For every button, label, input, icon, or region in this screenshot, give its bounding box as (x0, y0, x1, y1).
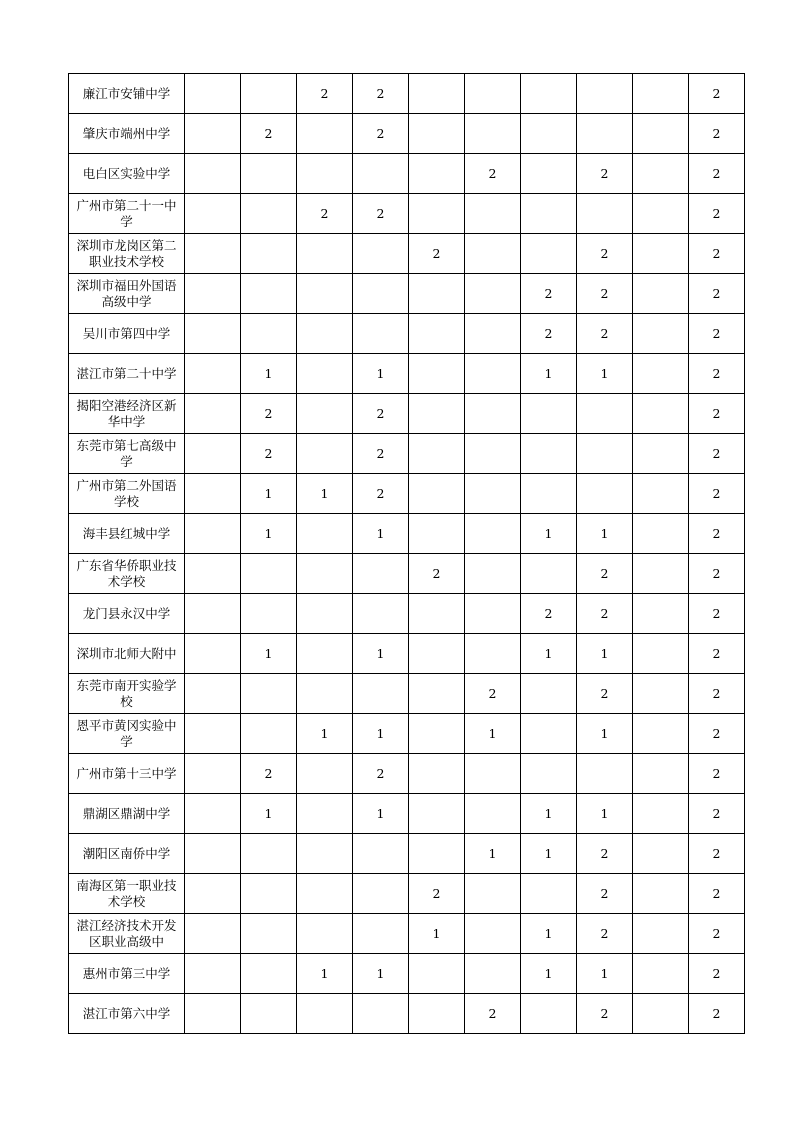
value-cell (241, 994, 297, 1034)
school-name-cell: 深圳市福田外国语高级中学 (69, 274, 185, 314)
value-cell (185, 74, 241, 114)
table-row (69, 634, 745, 674)
school-name-cell: 南海区第一职业技术学校 (69, 874, 185, 914)
value-cell (633, 874, 689, 914)
school-name-cell: 廉江市安铺中学 (69, 74, 185, 114)
table-row (69, 954, 745, 994)
value-cell: 2 (577, 554, 633, 594)
value-cell (633, 434, 689, 474)
value-cell (185, 754, 241, 794)
value-cell (185, 634, 241, 674)
table-row (69, 474, 745, 514)
value-cell (297, 314, 353, 354)
table-row (69, 154, 745, 194)
value-cell (297, 594, 353, 634)
school-name-cell: 深圳市北师大附中 (69, 634, 185, 674)
value-cell (353, 234, 409, 274)
value-cell: 2 (689, 514, 745, 554)
value-cell (633, 554, 689, 594)
value-cell (465, 74, 521, 114)
school-name-cell: 广州市第二十一中学 (69, 194, 185, 234)
value-cell: 2 (577, 834, 633, 874)
value-cell (185, 154, 241, 194)
value-cell: 2 (465, 674, 521, 714)
value-cell (185, 994, 241, 1034)
value-cell: 2 (465, 994, 521, 1034)
value-cell (465, 114, 521, 154)
value-cell (185, 234, 241, 274)
value-cell (297, 674, 353, 714)
value-cell: 2 (353, 474, 409, 514)
value-cell: 2 (689, 74, 745, 114)
value-cell: 1 (521, 954, 577, 994)
value-cell (241, 194, 297, 234)
value-cell (577, 194, 633, 234)
value-cell (185, 794, 241, 834)
value-cell (633, 794, 689, 834)
school-name-cell: 湛江市第六中学 (69, 994, 185, 1034)
school-name-cell: 吴川市第四中学 (69, 314, 185, 354)
value-cell: 2 (577, 234, 633, 274)
value-cell (185, 514, 241, 554)
table-row (69, 394, 745, 434)
value-cell: 1 (409, 914, 465, 954)
table-row (69, 514, 745, 554)
table-row (69, 834, 745, 874)
school-name-cell: 恩平市黄冈实验中学 (69, 714, 185, 754)
value-cell (185, 394, 241, 434)
value-cell (633, 754, 689, 794)
value-cell: 2 (353, 74, 409, 114)
value-cell (409, 74, 465, 114)
value-cell: 2 (521, 314, 577, 354)
value-cell: 2 (297, 194, 353, 234)
value-cell (409, 794, 465, 834)
value-cell (241, 274, 297, 314)
value-cell: 1 (241, 794, 297, 834)
value-cell: 2 (353, 194, 409, 234)
table-row (69, 914, 745, 954)
value-cell (465, 274, 521, 314)
value-cell: 1 (353, 714, 409, 754)
table-row (69, 754, 745, 794)
table-row (69, 794, 745, 834)
table-row (69, 194, 745, 234)
value-cell (353, 834, 409, 874)
value-cell (241, 234, 297, 274)
value-cell (353, 154, 409, 194)
value-cell (521, 434, 577, 474)
value-cell (409, 474, 465, 514)
value-cell: 2 (521, 594, 577, 634)
value-cell (465, 354, 521, 394)
value-cell (241, 834, 297, 874)
value-cell (465, 754, 521, 794)
value-cell: 1 (241, 474, 297, 514)
value-cell (633, 114, 689, 154)
value-cell: 1 (297, 954, 353, 994)
value-cell: 1 (297, 714, 353, 754)
value-cell: 1 (577, 954, 633, 994)
value-cell (465, 474, 521, 514)
value-cell (185, 194, 241, 234)
value-cell: 1 (241, 634, 297, 674)
value-cell (577, 394, 633, 434)
value-cell: 2 (689, 994, 745, 1034)
value-cell (633, 634, 689, 674)
value-cell (297, 434, 353, 474)
value-cell (353, 874, 409, 914)
table-row (69, 354, 745, 394)
value-cell: 2 (689, 834, 745, 874)
school-name-cell: 广东省华侨职业技术学校 (69, 554, 185, 594)
value-cell (185, 354, 241, 394)
value-cell (465, 394, 521, 434)
value-cell: 1 (521, 914, 577, 954)
value-cell: 2 (353, 114, 409, 154)
value-cell: 1 (353, 634, 409, 674)
school-name-cell: 电白区实验中学 (69, 154, 185, 194)
value-cell (633, 274, 689, 314)
value-cell: 2 (689, 594, 745, 634)
value-cell: 2 (689, 714, 745, 754)
value-cell: 1 (521, 834, 577, 874)
value-cell: 2 (465, 154, 521, 194)
value-cell: 1 (465, 714, 521, 754)
value-cell (409, 154, 465, 194)
value-cell (297, 234, 353, 274)
value-cell (241, 714, 297, 754)
value-cell: 2 (689, 354, 745, 394)
value-cell: 2 (689, 274, 745, 314)
school-name-cell: 东莞市南开实验学校 (69, 674, 185, 714)
school-name-cell: 湛江市第二十中学 (69, 354, 185, 394)
value-cell: 1 (521, 634, 577, 674)
value-cell (521, 554, 577, 594)
value-cell (465, 514, 521, 554)
value-cell (241, 154, 297, 194)
value-cell (241, 914, 297, 954)
value-cell (353, 674, 409, 714)
value-cell: 2 (689, 194, 745, 234)
value-cell: 2 (241, 114, 297, 154)
value-cell (297, 754, 353, 794)
value-cell (409, 834, 465, 874)
table-row (69, 74, 745, 114)
value-cell (465, 234, 521, 274)
value-cell (185, 874, 241, 914)
value-cell (465, 634, 521, 674)
value-cell: 2 (689, 434, 745, 474)
value-cell (577, 434, 633, 474)
value-cell (185, 314, 241, 354)
value-cell: 2 (689, 234, 745, 274)
value-cell (577, 74, 633, 114)
school-name-cell: 广州市第二外国语学校 (69, 474, 185, 514)
value-cell: 1 (521, 794, 577, 834)
value-cell (521, 474, 577, 514)
school-name-cell: 湛江经济技术开发区职业高级中 (69, 914, 185, 954)
table-row (69, 674, 745, 714)
value-cell (185, 674, 241, 714)
value-cell: 1 (353, 354, 409, 394)
value-cell (465, 914, 521, 954)
value-cell (185, 274, 241, 314)
value-cell (633, 194, 689, 234)
school-name-cell: 鼎湖区鼎湖中学 (69, 794, 185, 834)
value-cell (465, 594, 521, 634)
value-cell (297, 154, 353, 194)
school-name-cell: 潮阳区南侨中学 (69, 834, 185, 874)
value-cell: 2 (689, 874, 745, 914)
value-cell (465, 194, 521, 234)
value-cell (409, 954, 465, 994)
value-cell (633, 714, 689, 754)
value-cell (409, 754, 465, 794)
school-name-cell: 广州市第十三中学 (69, 754, 185, 794)
value-cell: 2 (689, 674, 745, 714)
value-cell (633, 834, 689, 874)
value-cell: 2 (689, 914, 745, 954)
value-cell: 1 (465, 834, 521, 874)
value-cell: 1 (577, 354, 633, 394)
value-cell: 2 (409, 554, 465, 594)
value-cell (185, 914, 241, 954)
value-cell (409, 314, 465, 354)
value-cell (297, 274, 353, 314)
value-cell: 2 (689, 474, 745, 514)
value-cell (633, 474, 689, 514)
value-cell: 1 (577, 714, 633, 754)
value-cell (577, 114, 633, 154)
value-cell: 2 (577, 874, 633, 914)
value-cell (297, 354, 353, 394)
school-allocation-table (68, 73, 745, 1034)
value-cell (409, 434, 465, 474)
value-cell (521, 154, 577, 194)
value-cell (633, 514, 689, 554)
value-cell (521, 754, 577, 794)
value-cell (521, 74, 577, 114)
value-cell (297, 914, 353, 954)
value-cell (297, 794, 353, 834)
value-cell: 2 (577, 674, 633, 714)
value-cell (521, 874, 577, 914)
value-cell: 1 (353, 514, 409, 554)
value-cell (633, 994, 689, 1034)
value-cell: 1 (241, 514, 297, 554)
value-cell: 1 (521, 354, 577, 394)
value-cell (241, 554, 297, 594)
value-cell (353, 274, 409, 314)
value-cell (409, 714, 465, 754)
school-name-cell: 海丰县红城中学 (69, 514, 185, 554)
table-row (69, 874, 745, 914)
value-cell (633, 74, 689, 114)
table-row (69, 114, 745, 154)
value-cell (633, 394, 689, 434)
value-cell (409, 514, 465, 554)
value-cell (297, 554, 353, 594)
value-cell: 1 (353, 954, 409, 994)
value-cell (241, 314, 297, 354)
value-cell: 1 (353, 794, 409, 834)
value-cell (297, 994, 353, 1034)
table-row (69, 994, 745, 1034)
value-cell (465, 554, 521, 594)
value-cell (409, 994, 465, 1034)
value-cell (409, 274, 465, 314)
value-cell: 2 (297, 74, 353, 114)
value-cell (241, 674, 297, 714)
value-cell (241, 74, 297, 114)
value-cell (297, 514, 353, 554)
value-cell: 2 (577, 594, 633, 634)
value-cell (633, 674, 689, 714)
school-name-cell: 惠州市第三中学 (69, 954, 185, 994)
value-cell (465, 874, 521, 914)
value-cell (577, 474, 633, 514)
value-cell (353, 914, 409, 954)
value-cell (577, 754, 633, 794)
value-cell (409, 354, 465, 394)
value-cell (353, 994, 409, 1034)
value-cell (521, 394, 577, 434)
table-row (69, 594, 745, 634)
value-cell: 2 (353, 754, 409, 794)
value-cell (185, 594, 241, 634)
value-cell: 1 (521, 514, 577, 554)
value-cell: 2 (689, 314, 745, 354)
value-cell: 2 (689, 154, 745, 194)
school-name-cell: 龙门县永汉中学 (69, 594, 185, 634)
value-cell: 2 (689, 394, 745, 434)
value-cell (633, 354, 689, 394)
value-cell: 2 (353, 394, 409, 434)
value-cell: 1 (297, 474, 353, 514)
value-cell (185, 834, 241, 874)
value-cell (241, 594, 297, 634)
table-body (69, 74, 745, 1034)
value-cell: 2 (577, 154, 633, 194)
value-cell (297, 394, 353, 434)
value-cell (185, 954, 241, 994)
value-cell: 2 (577, 994, 633, 1034)
value-cell: 2 (521, 274, 577, 314)
table-row (69, 434, 745, 474)
value-cell (353, 314, 409, 354)
value-cell (409, 674, 465, 714)
value-cell (633, 154, 689, 194)
table-row (69, 274, 745, 314)
value-cell (521, 194, 577, 234)
value-cell (185, 114, 241, 154)
value-cell (297, 634, 353, 674)
value-cell: 2 (689, 114, 745, 154)
value-cell (409, 594, 465, 634)
value-cell (409, 634, 465, 674)
value-cell (465, 794, 521, 834)
value-cell (241, 874, 297, 914)
value-cell: 2 (241, 394, 297, 434)
value-cell (521, 714, 577, 754)
value-cell (521, 994, 577, 1034)
value-cell: 2 (409, 874, 465, 914)
value-cell (297, 114, 353, 154)
value-cell: 2 (241, 754, 297, 794)
value-cell (353, 594, 409, 634)
value-cell (521, 234, 577, 274)
school-name-cell: 肇庆市端州中学 (69, 114, 185, 154)
school-name-cell: 东莞市第七高级中学 (69, 434, 185, 474)
value-cell: 2 (689, 634, 745, 674)
value-cell (633, 234, 689, 274)
value-cell: 2 (577, 274, 633, 314)
value-cell (409, 114, 465, 154)
value-cell (297, 874, 353, 914)
school-name-cell: 深圳市龙岗区第二职业技术学校 (69, 234, 185, 274)
value-cell: 2 (577, 914, 633, 954)
value-cell (521, 114, 577, 154)
value-cell: 2 (409, 234, 465, 274)
value-cell (353, 554, 409, 594)
value-cell (633, 594, 689, 634)
value-cell (521, 674, 577, 714)
value-cell (185, 554, 241, 594)
value-cell (409, 194, 465, 234)
value-cell: 1 (241, 354, 297, 394)
value-cell (633, 314, 689, 354)
value-cell: 1 (577, 514, 633, 554)
table-row (69, 234, 745, 274)
school-name-cell: 揭阳空港经济区新华中学 (69, 394, 185, 434)
value-cell: 2 (689, 794, 745, 834)
value-cell (241, 954, 297, 994)
value-cell (185, 474, 241, 514)
value-cell (465, 314, 521, 354)
table-row (69, 314, 745, 354)
value-cell: 1 (577, 794, 633, 834)
value-cell (297, 834, 353, 874)
value-cell: 1 (577, 634, 633, 674)
value-cell: 2 (689, 554, 745, 594)
value-cell: 2 (689, 954, 745, 994)
table-row (69, 714, 745, 754)
value-cell (185, 714, 241, 754)
value-cell: 2 (241, 434, 297, 474)
value-cell (185, 434, 241, 474)
value-cell (633, 954, 689, 994)
value-cell (409, 394, 465, 434)
value-cell (465, 434, 521, 474)
value-cell (633, 914, 689, 954)
value-cell (465, 954, 521, 994)
value-cell: 2 (353, 434, 409, 474)
value-cell: 2 (689, 754, 745, 794)
value-cell: 2 (577, 314, 633, 354)
table-row (69, 554, 745, 594)
